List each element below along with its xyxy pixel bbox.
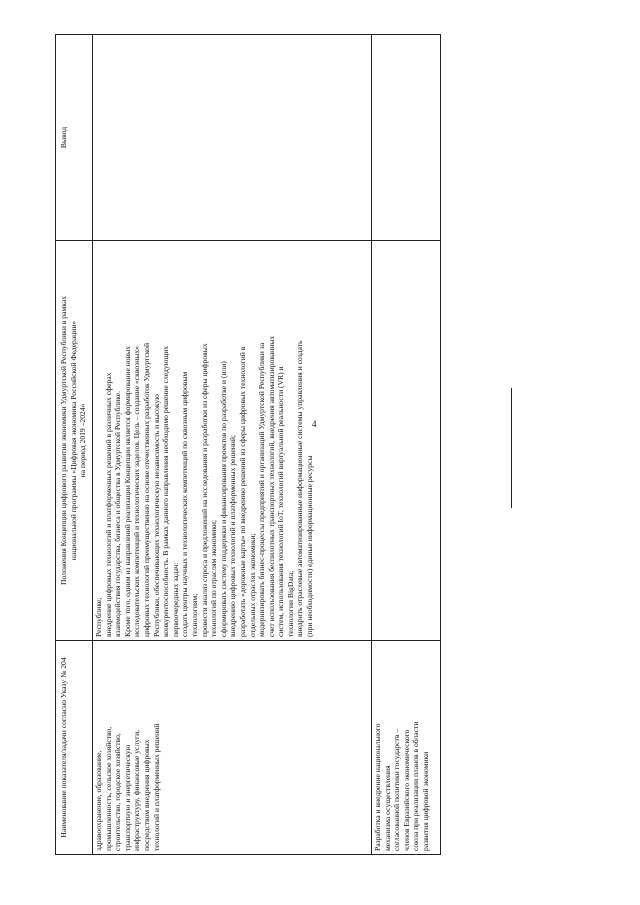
row2-concept-cell [372,241,441,641]
cell-line: модернизировать бизнес-процессы предприятий и организаций Удмуртской Республики за [257,342,267,637]
table-row [372,35,441,855]
row1-indicator-cell [93,641,372,855]
cell-line: счет использования беспилотных транспортных технологий, внедрения автоматизированных [266,335,276,637]
cell-line: цифровых технологий преимущественно на основе отечественных разработок Удмуртской [141,342,151,637]
row1-concept-cell [93,241,372,641]
cell-line: конкурентоспособность. В рамках данного направления необходимо решение следующих [161,345,171,637]
cell-line: создать центры научных и технологических компетенций по сквозным цифровым [180,371,190,637]
page-number: 4 [312,419,317,429]
header-line: Положения Концепции цифрового развития экономики Удмуртской Республики в рамках [59,295,68,586]
cell-line: технологии BigData; [285,570,295,637]
cell-line: посредством внедрения цифровых [141,739,151,851]
rotated-table-wrapper [55,35,455,855]
cell-line: технологий по отраслям экономики; [209,519,219,637]
cell-line: сформировать систему поддержки и финансирования проектов по разработке и (или) [218,361,228,637]
cell-line: отдельных отраслях экономики; [247,533,257,637]
table-row [93,35,372,855]
row2-conclusion-cell [372,35,441,241]
row2-indicator-cell [372,641,441,855]
cell-line: строительство, городское хозяйство, [113,733,123,851]
cell-line: технологий и платформенных решений [151,723,161,851]
cell-line: первоочередных задач: [170,562,180,637]
main-table [55,34,441,855]
cell-line: Разработка и внедрение национального [373,723,382,851]
header-concept-provisions [56,241,93,641]
cell-line: взаимодействия государства, бизнеса и общества в Удмуртской Республике. [113,391,123,637]
cell-line: инфраструктуру, финансовые услуги, [132,729,142,851]
cell-line: внедрению цифровых технологий и платформенных решений; [228,434,238,637]
cell-line: союза при реализации планов в области [411,721,421,851]
cell-line: технологиям; [189,593,199,637]
header-line: национальной программы «Цифровая экономика Российской Федерации» [68,320,78,561]
cell-line: Республики, обеспечивающих технологическую независимость и высокую [151,394,161,637]
cell-line: транспортную и энергетическую [122,744,132,851]
cell-line: согласованной политики государств – [392,728,402,851]
separator-line [511,388,512,508]
cell-line: членов Евразийского экономического [401,729,411,851]
cell-line: Республике; [94,597,103,637]
header-line: на период 2019 –2024» [78,403,88,478]
cell-line: систем, использования технологий IoT, технологий виртуальной реальности (VR) и [276,366,286,637]
cell-line: промышленность, сельское хозяйство, [103,726,113,851]
header-conclusion: Вывод [56,35,93,241]
cell-line: Кроме того, одним из направлений реализации Концепции является формирование новых [122,345,132,637]
row1-conclusion-cell [93,35,372,241]
cell-line: внедрить отраслевые автоматизированные информационные системы управления и создать [295,340,305,637]
cell-line: развития цифровой экономики [420,751,430,851]
header-indicator-name: Наименование показателя/задачи согласно Указу № 204 [56,641,93,855]
cell-line: (при необходимости) единые информационные ресурсы [305,455,315,637]
cell-line: разработать «дорожные карты» по внедрению решений из сферы цифровых технологий в [237,346,247,637]
cell-line: внедрение цифровых технологий и платформенных решений в различных сферах [103,372,113,637]
table-header-row [56,35,93,855]
cell-line: исследовательских компетенций и технологических заделов. Цель – создание «сквозных» [132,346,142,637]
cell-line: механизма осуществления [382,765,392,851]
cell-line: здравоохранение, образование, [94,750,103,851]
cell-line: провести анализ спроса и предложений на исследования и разработки из сферы цифровых [199,343,209,637]
